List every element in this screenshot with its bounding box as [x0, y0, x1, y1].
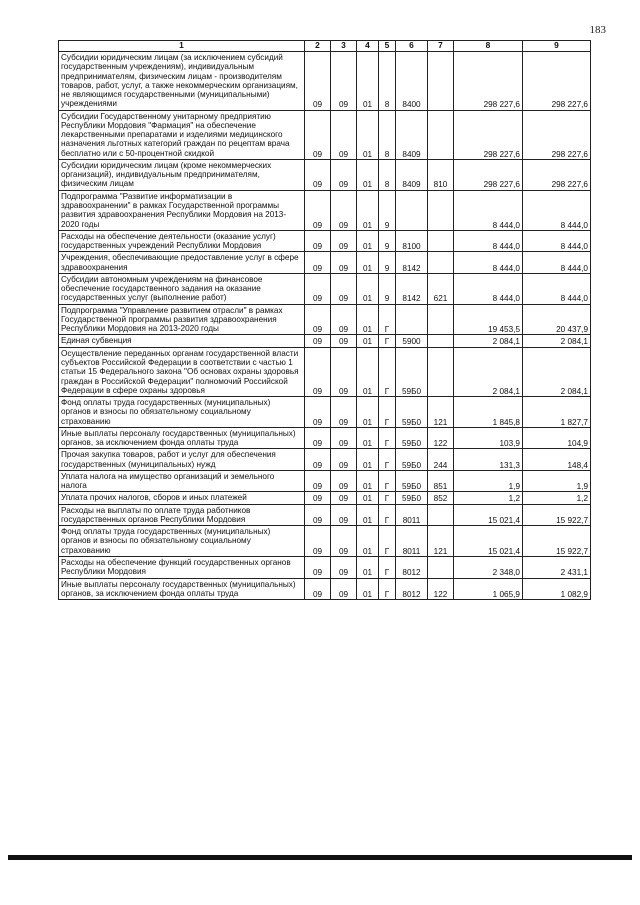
table-body — [59, 52, 591, 600]
row-col-6: 59Б0 — [396, 347, 428, 396]
row-col-7 — [428, 52, 454, 111]
row-col-2: 09 — [305, 397, 331, 428]
row-col-7 — [428, 110, 454, 159]
row-col-4: 01 — [357, 230, 379, 252]
row-col-3: 09 — [331, 578, 357, 600]
row-col-6: 59Б0 — [396, 470, 428, 492]
row-col-4: 01 — [357, 397, 379, 428]
row-amount-8: 8 444,0 — [454, 190, 523, 230]
row-col-7: 621 — [428, 273, 454, 304]
row-col-5: Г — [379, 557, 396, 579]
row-col-3: 09 — [331, 273, 357, 304]
row-col-6: 8012 — [396, 578, 428, 600]
row-col-5: 9 — [379, 230, 396, 252]
row-amount-9: 15 922,7 — [523, 504, 591, 526]
row-col-4: 01 — [357, 347, 379, 396]
row-col-3: 09 — [331, 470, 357, 492]
row-col-7 — [428, 230, 454, 252]
row-col-6: 8400 — [396, 52, 428, 111]
table-row — [59, 273, 591, 304]
row-description: Расходы на обеспечение функций государственных органов Республики Мордовия — [59, 557, 305, 579]
row-description: Единая субвенция — [59, 335, 305, 347]
row-col-2: 09 — [305, 304, 331, 335]
table-row — [59, 557, 591, 579]
row-col-5: Г — [379, 427, 396, 449]
row-description: Прочая закупка товаров, работ и услуг для обеспечения государственных (муниципальных) нужд — [59, 449, 305, 471]
row-amount-8: 15 021,4 — [454, 526, 523, 557]
row-col-7 — [428, 504, 454, 526]
row-col-5: Г — [379, 449, 396, 471]
row-description: Учреждения, обеспечивающие предоставление услуг в сфере здравоохранения — [59, 252, 305, 274]
row-col-2: 09 — [305, 252, 331, 274]
table-row — [59, 578, 591, 600]
row-col-4: 01 — [357, 492, 379, 504]
row-amount-9: 15 922,7 — [523, 526, 591, 557]
row-col-5: Г — [379, 504, 396, 526]
row-col-3: 09 — [331, 347, 357, 396]
row-col-4: 01 — [357, 304, 379, 335]
row-col-5: Г — [379, 347, 396, 396]
row-col-5: Г — [379, 335, 396, 347]
row-col-2: 09 — [305, 578, 331, 600]
row-col-4: 01 — [357, 470, 379, 492]
row-amount-8: 2 348,0 — [454, 557, 523, 579]
row-col-7: 810 — [428, 159, 454, 190]
table-row — [59, 427, 591, 449]
row-amount-9: 1,9 — [523, 470, 591, 492]
row-col-6: 8011 — [396, 526, 428, 557]
row-description: Фонд оплаты труда государственных (муниципальных) органов и взносы по обязательному социальному страхованию — [59, 397, 305, 428]
row-description: Уплата налога на имущество организаций и земельного налога — [59, 470, 305, 492]
row-col-5: Г — [379, 526, 396, 557]
row-amount-9: 8 444,0 — [523, 273, 591, 304]
table-row — [59, 397, 591, 428]
header-col-4: 4 — [357, 41, 379, 52]
row-col-4: 01 — [357, 504, 379, 526]
row-col-4: 01 — [357, 427, 379, 449]
row-col-7: 122 — [428, 427, 454, 449]
budget-table — [58, 40, 591, 600]
row-col-6: 8142 — [396, 252, 428, 274]
row-col-7 — [428, 304, 454, 335]
row-col-2: 09 — [305, 504, 331, 526]
row-col-6: 8012 — [396, 557, 428, 579]
row-col-7: 852 — [428, 492, 454, 504]
table-row — [59, 504, 591, 526]
row-col-3: 09 — [331, 492, 357, 504]
row-col-3: 09 — [331, 52, 357, 111]
row-amount-8: 1,2 — [454, 492, 523, 504]
row-col-5: Г — [379, 397, 396, 428]
row-description: Подпрограмма "Развитие информатизации в здравоохранении" в рамках Государственной программы развития здравоохранения Республики Мордовия на 2013-2020 годы — [59, 190, 305, 230]
row-amount-9: 2 084,1 — [523, 335, 591, 347]
row-col-6: 59Б0 — [396, 449, 428, 471]
row-description: Фонд оплаты труда государственных (муниципальных) органов и взносы по обязательному социальному страхованию — [59, 526, 305, 557]
row-col-4: 01 — [357, 52, 379, 111]
row-col-3: 09 — [331, 159, 357, 190]
table-row — [59, 347, 591, 396]
row-amount-8: 1 845,8 — [454, 397, 523, 428]
row-col-7 — [428, 557, 454, 579]
row-amount-9: 298 227,6 — [523, 159, 591, 190]
row-description: Субсидии юридическим лицам (за исключением субсидий государственным учреждениям), индивидуальным предпринимателям, физическим лицам - производителям товаров, работ, услуг, а также некоммерческим организациям, не являющимся государственными (муниципальными) учреждениями — [59, 52, 305, 111]
row-col-2: 09 — [305, 335, 331, 347]
row-col-4: 01 — [357, 159, 379, 190]
row-amount-9: 8 444,0 — [523, 190, 591, 230]
row-description: Расходы на обеспечение деятельности (оказание услуг) государственных учреждений Республики Мордовия — [59, 230, 305, 252]
row-amount-8: 1 065,9 — [454, 578, 523, 600]
row-col-4: 01 — [357, 190, 379, 230]
row-col-2: 09 — [305, 492, 331, 504]
row-col-4: 01 — [357, 335, 379, 347]
row-col-6: 8142 — [396, 273, 428, 304]
row-col-3: 09 — [331, 427, 357, 449]
row-col-5: 9 — [379, 252, 396, 274]
row-description: Субсидии автономным учреждениям на финансовое обеспечение государственного задания на оказание государственных услуг (выполнение работ) — [59, 273, 305, 304]
row-amount-9: 298 227,6 — [523, 110, 591, 159]
row-amount-8: 8 444,0 — [454, 230, 523, 252]
header-row — [59, 41, 591, 52]
header-col-1: 1 — [59, 41, 305, 52]
row-description: Уплата прочих налогов, сборов и иных платежей — [59, 492, 305, 504]
row-col-3: 09 — [331, 252, 357, 274]
row-col-3: 09 — [331, 110, 357, 159]
row-col-7: 244 — [428, 449, 454, 471]
row-col-4: 01 — [357, 252, 379, 274]
row-col-5: Г — [379, 304, 396, 335]
row-amount-8: 8 444,0 — [454, 273, 523, 304]
row-amount-9: 298 227,6 — [523, 52, 591, 111]
row-col-6: 59Б0 — [396, 427, 428, 449]
row-amount-8: 298 227,6 — [454, 110, 523, 159]
row-col-7: 122 — [428, 578, 454, 600]
table-row — [59, 230, 591, 252]
row-col-6 — [396, 304, 428, 335]
row-col-5: Г — [379, 470, 396, 492]
row-col-7 — [428, 347, 454, 396]
row-col-3: 09 — [331, 526, 357, 557]
row-amount-8: 19 453,5 — [454, 304, 523, 335]
row-col-6: 8409 — [396, 110, 428, 159]
row-amount-9: 1 827,7 — [523, 397, 591, 428]
row-col-7 — [428, 335, 454, 347]
row-amount-9: 2 084,1 — [523, 347, 591, 396]
row-col-6: 59Б0 — [396, 397, 428, 428]
row-col-2: 09 — [305, 470, 331, 492]
row-col-7: 121 — [428, 397, 454, 428]
table-row — [59, 449, 591, 471]
row-amount-9: 104,9 — [523, 427, 591, 449]
row-amount-9: 2 431,1 — [523, 557, 591, 579]
row-amount-8: 2 084,1 — [454, 347, 523, 396]
row-col-6 — [396, 190, 428, 230]
row-col-2: 09 — [305, 273, 331, 304]
row-col-7 — [428, 190, 454, 230]
row-col-5: 9 — [379, 273, 396, 304]
row-col-6: 8409 — [396, 159, 428, 190]
table-row — [59, 110, 591, 159]
row-col-2: 09 — [305, 347, 331, 396]
row-col-2: 09 — [305, 52, 331, 111]
row-col-2: 09 — [305, 449, 331, 471]
header-col-2: 2 — [305, 41, 331, 52]
row-amount-9: 8 444,0 — [523, 230, 591, 252]
row-amount-8: 1,9 — [454, 470, 523, 492]
row-col-3: 09 — [331, 504, 357, 526]
header-col-6: 6 — [396, 41, 428, 52]
row-col-3: 09 — [331, 230, 357, 252]
row-col-4: 01 — [357, 449, 379, 471]
row-col-6: 5900 — [396, 335, 428, 347]
row-description: Иные выплаты персоналу государственных (муниципальных) органов, за исключением фонда оплаты труда — [59, 578, 305, 600]
header-col-3: 3 — [331, 41, 357, 52]
row-amount-8: 131,3 — [454, 449, 523, 471]
row-description: Субсидии Государственному унитарному предприятию Республики Мордовия "Фармация" на обеспечение лекарственными препаратами и изделиями медицинского назначения льготных категорий граждан по рецептам врача бесплатно или с 50-процентной скидкой — [59, 110, 305, 159]
row-col-3: 09 — [331, 335, 357, 347]
row-col-6: 8011 — [396, 504, 428, 526]
row-description: Осуществление переданных органам государственной власти субъектов Российской Федерации в соответствии с частью 1 статьи 15 Федерального закона "Об основах охраны здоровья граждан в Российской Федерации" полномочий Российской Федерации в сфере охраны здоровья — [59, 347, 305, 396]
table-row — [59, 335, 591, 347]
row-col-3: 09 — [331, 304, 357, 335]
row-amount-8: 2 084,1 — [454, 335, 523, 347]
row-amount-9: 20 437,9 — [523, 304, 591, 335]
row-col-5: Г — [379, 578, 396, 600]
row-col-5: 8 — [379, 110, 396, 159]
row-amount-9: 1,2 — [523, 492, 591, 504]
row-col-2: 09 — [305, 110, 331, 159]
row-col-2: 09 — [305, 159, 331, 190]
row-col-2: 09 — [305, 230, 331, 252]
row-col-4: 01 — [357, 526, 379, 557]
table-row — [59, 252, 591, 274]
row-description: Подпрограмма "Управление развитием отрасли" в рамках Государственной программы развития здравоохранения Республики Мордовия на 2013-2020 годы — [59, 304, 305, 335]
row-col-4: 01 — [357, 578, 379, 600]
row-col-6: 8100 — [396, 230, 428, 252]
row-col-5: Г — [379, 492, 396, 504]
table-row — [59, 492, 591, 504]
header-col-7: 7 — [428, 41, 454, 52]
table-row — [59, 526, 591, 557]
row-amount-8: 103,9 — [454, 427, 523, 449]
header-col-5: 5 — [379, 41, 396, 52]
row-amount-9: 148,4 — [523, 449, 591, 471]
row-col-5: 8 — [379, 52, 396, 111]
row-amount-9: 1 082,9 — [523, 578, 591, 600]
footer-rule — [8, 855, 632, 860]
header-col-8: 8 — [454, 41, 523, 52]
row-col-2: 09 — [305, 557, 331, 579]
row-amount-8: 298 227,6 — [454, 52, 523, 111]
table-row — [59, 159, 591, 190]
row-description: Иные выплаты персоналу государственных (муниципальных) органов, за исключением фонда оплаты труда — [59, 427, 305, 449]
row-col-2: 09 — [305, 427, 331, 449]
row-amount-8: 15 021,4 — [454, 504, 523, 526]
row-col-3: 09 — [331, 557, 357, 579]
row-amount-9: 8 444,0 — [523, 252, 591, 274]
row-col-3: 09 — [331, 397, 357, 428]
page-number: 183 — [589, 24, 606, 36]
table-row — [59, 190, 591, 230]
row-col-7 — [428, 252, 454, 274]
row-col-4: 01 — [357, 557, 379, 579]
row-col-6: 59Б0 — [396, 492, 428, 504]
row-col-7: 121 — [428, 526, 454, 557]
table-row — [59, 304, 591, 335]
row-col-2: 09 — [305, 526, 331, 557]
row-col-3: 09 — [331, 190, 357, 230]
row-col-4: 01 — [357, 273, 379, 304]
header-col-9: 9 — [523, 41, 591, 52]
row-amount-8: 8 444,0 — [454, 252, 523, 274]
row-col-5: 9 — [379, 190, 396, 230]
row-amount-8: 298 227,6 — [454, 159, 523, 190]
row-description: Субсидии юридическим лицам (кроме некоммерческих организаций), индивидуальным предпринимателям, физическим лицам — [59, 159, 305, 190]
table-row — [59, 52, 591, 111]
row-col-3: 09 — [331, 449, 357, 471]
row-col-2: 09 — [305, 190, 331, 230]
table-row — [59, 470, 591, 492]
row-col-4: 01 — [357, 110, 379, 159]
row-col-7: 851 — [428, 470, 454, 492]
row-description: Расходы на выплаты по оплате труда работников государственных органов Республики Мордовия — [59, 504, 305, 526]
row-col-5: 8 — [379, 159, 396, 190]
